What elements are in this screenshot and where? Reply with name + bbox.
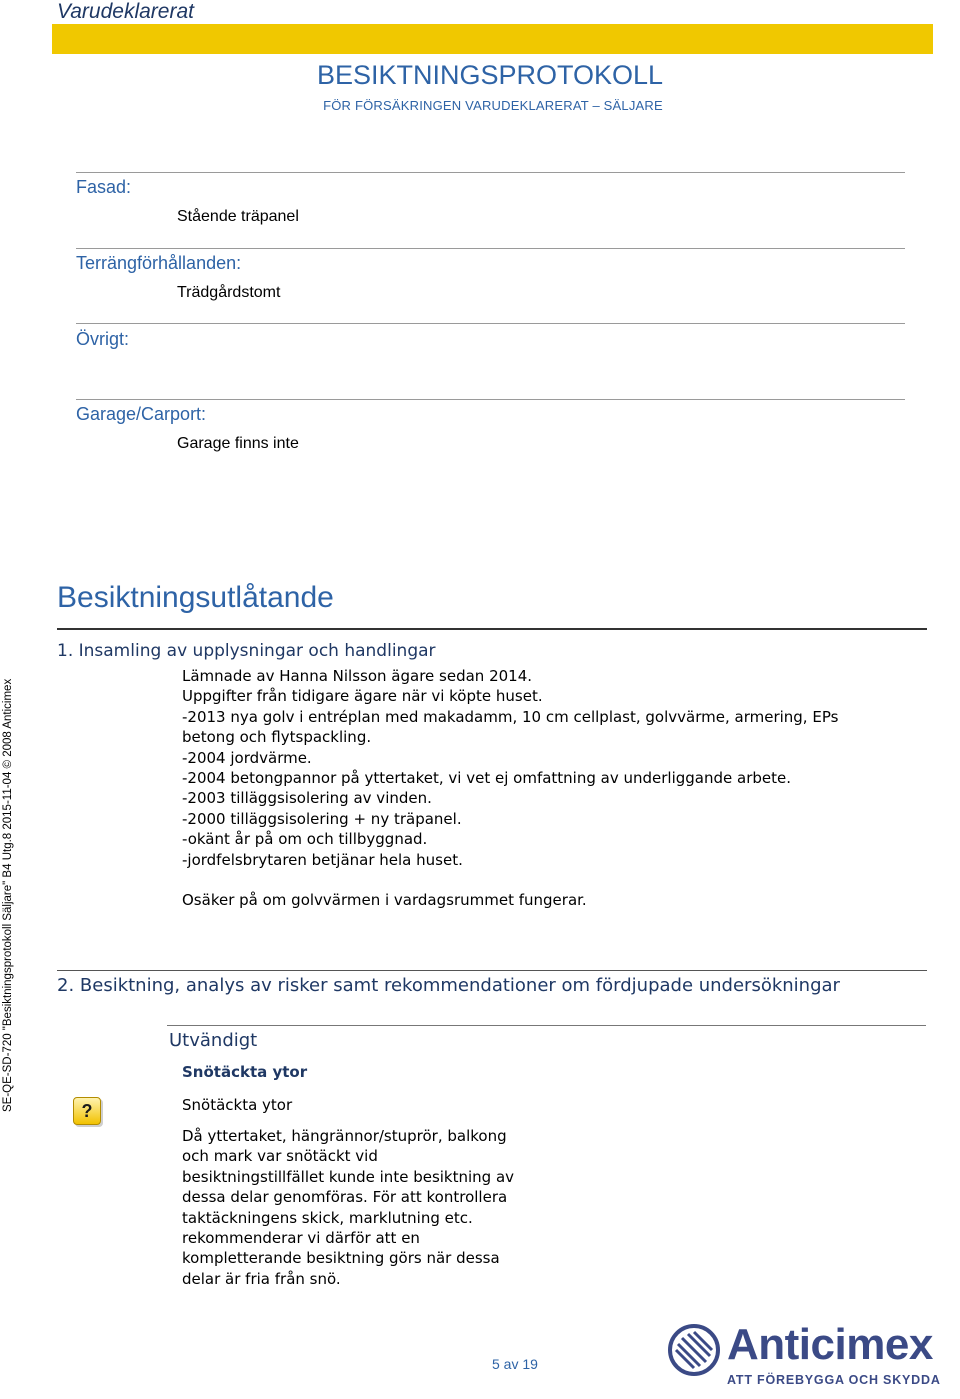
item-body-line: delar är fria från snö. [182,1269,341,1288]
field-value-garage: Garage finns inte [177,435,299,452]
section1-note: Osäker på om golvvärmen i vardagsrummet fungerar. [182,891,587,909]
section1-line: Uppgifter från tidigare ägare när vi köpte huset. [182,687,543,706]
item-body [182,1126,562,1289]
section1-line: -2000 tilläggsisolering + ny träpanel. [182,809,462,828]
field-value-facade: Stående träpanel [177,208,299,225]
item-heading: Snötäckta ytor [182,1063,308,1081]
section1-line: Lämnade av Hanna Nilsson ägare sedan 2014. [182,667,533,685]
field-divider [76,172,905,173]
anticimex-logo-icon [668,1324,720,1376]
section1-line: -2004 jordvärme. [182,748,312,767]
page-title: BESIKTNINGSPROTOKOLL [316,60,664,90]
item-body-line: dessa delar genomföras. För att kontrollera [182,1188,508,1207]
document-reference: SE-QE-SD-720 "Besiktningsprotokoll Säljare" B4 Utg.8 2015-11-04 © 2008 Anticimex [2,678,14,1112]
section1-line: -okänt år på om och tillbyggnad. [182,830,428,849]
section-divider [57,970,927,971]
field-value-terrain: Trädgårdstomt [177,284,281,301]
subsection-divider [167,1025,926,1026]
item-body-line: rekommenderar vi därför att en [182,1229,420,1248]
field-label-other: Övrigt: [76,329,130,349]
logo-wordmark: Anticimex [727,1320,933,1369]
statement-heading: Besiktningsutlåtande [57,581,334,614]
page-number: 5 av 19 [492,1356,538,1372]
item-body-line: kompletterande besiktning görs när dessa [182,1249,500,1268]
section2-title: 2. Besiktning, analys av risker samt rekommendationer om fördjupade undersökningar [57,975,840,996]
item-subtitle: Snötäckta ytor [182,1096,293,1114]
field-label-facade: Fasad: [76,177,132,197]
logo-tagline: ATT FÖREBYGGA OCH SKYDDA [727,1373,941,1387]
doc-type-label: Varudeklarerat [57,0,194,23]
section1-title: 1. Insamling av upplysningar och handlingar [57,641,436,661]
field-label-garage: Garage/Carport: [76,404,207,424]
section1-line: -2004 betongpannor på yttertaket, vi vet ej omfattning av underliggande arbete. [182,769,791,788]
field-label-terrain: Terrängförhållanden: [76,253,242,273]
field-divider [76,399,905,400]
item-body-line: Då yttertaket, hängrännor/stuprör, balkong [182,1127,507,1145]
exterior-heading: Utvändigt [169,1030,258,1051]
field-divider [76,248,905,249]
item-body-line: taktäckningens skick, marklutning etc. [182,1208,473,1227]
section1-line: -2003 tilläggsisolering av vinden. [182,789,432,808]
page-subtitle: FÖR FÖRSÄKRINGEN VARUDEKLARERAT – SÄLJARE [323,98,663,113]
item-body-line: och mark var snötäckt vid [182,1147,378,1166]
section1-line: -2013 nya golv i entréplan med makadamm, 10 cm cellplast, golvvärme, armering, EPs [182,707,839,726]
header-accent-bar [52,24,933,54]
section1-body [182,666,902,870]
section-divider [57,628,927,630]
item-body-line: besiktningstillfället kunde inte besiktning av [182,1167,515,1186]
section1-line: betong och flytspackling. [182,728,372,747]
field-divider [76,323,905,324]
question-icon: ? [73,1097,101,1125]
section1-line: -jordfelsbrytaren betjänar hela huset. [182,850,463,869]
